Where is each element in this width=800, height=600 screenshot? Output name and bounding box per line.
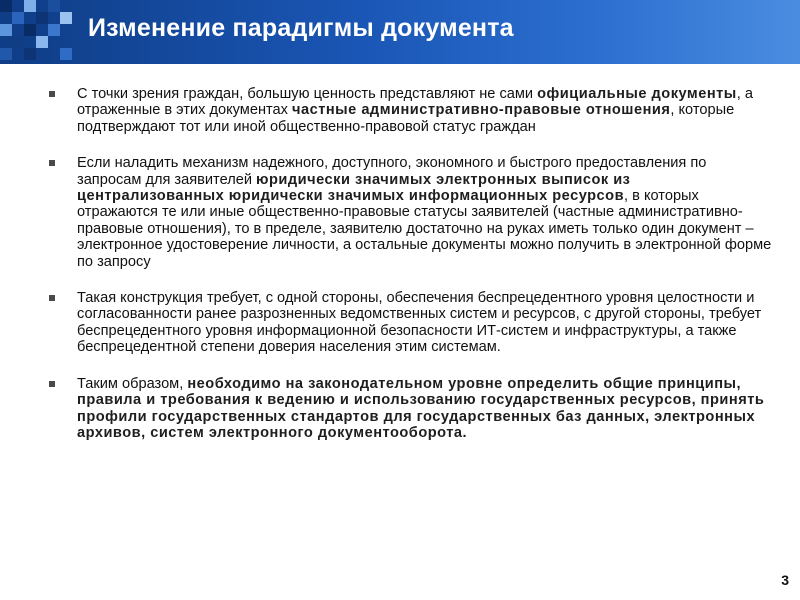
bullet-item-1 <box>43 86 773 135</box>
bullet-text-bold: юридически значимых электронных выписок из централизованных юридически значимых информационных ресурсов <box>77 171 631 205</box>
square-bullet-icon <box>49 91 55 97</box>
bullet-text: Таким образом, <box>77 375 188 392</box>
mosaic-decoration <box>0 0 84 64</box>
bullet-item-4 <box>43 376 773 442</box>
bullet-text-bold: частные административно-правовые отношения <box>292 102 671 119</box>
title-bar <box>0 0 800 64</box>
bullet-text: Если наладить механизм надежного, доступного, экономного и быстрого предоставления по запросам для заявителей <box>77 155 707 188</box>
bullet-text: , в которых отражаются те или иные общественно-правовые статусы заявителей (частные административно-правовые отношения), то в пределе, заявителю достаточно на руках иметь только один документ – электронное удостоверение личности, а остальные документы можно получить в электронной форме по запросу <box>77 188 772 270</box>
bullet-text: Такая конструкция требует, с одной стороны, обеспечения беспрецедентного уровня целостности и согласованности ранее разрозненных ведомственных систем и ресурсов, с другой стороны, требует беспрецедентного уровня информационной безопасности ИТ-систем и инфраструктуры, а также беспрецедентной степени доверия населения этим системам. <box>77 290 762 356</box>
bullet-text: , а отраженные в этих документах <box>77 86 754 119</box>
square-bullet-icon <box>49 381 55 387</box>
bullet-item-2 <box>43 155 773 270</box>
square-bullet-icon <box>49 160 55 166</box>
bullet-list <box>43 86 773 461</box>
bullet-text-bold: официальные документы <box>537 86 737 102</box>
slide-title: Изменение парадигмы документа <box>88 14 514 42</box>
page-number: 3 <box>781 572 789 588</box>
bullet-text-bold: необходимо на законодательном уровне определить общие принципы, правила и требования к ведению и использованию государственных ресурсов, принять профили государственных стандартов для государственных баз данных, электронных архивов, систем электронного документооборота. <box>77 375 765 441</box>
bullet-text: , которые подтверждают тот или иной общественно-правовой статус граждан <box>77 102 735 135</box>
bullet-text: С точки зрения граждан, большую ценность представляют не сами <box>77 86 538 102</box>
square-bullet-icon <box>49 295 55 301</box>
bullet-item-3 <box>43 290 773 356</box>
